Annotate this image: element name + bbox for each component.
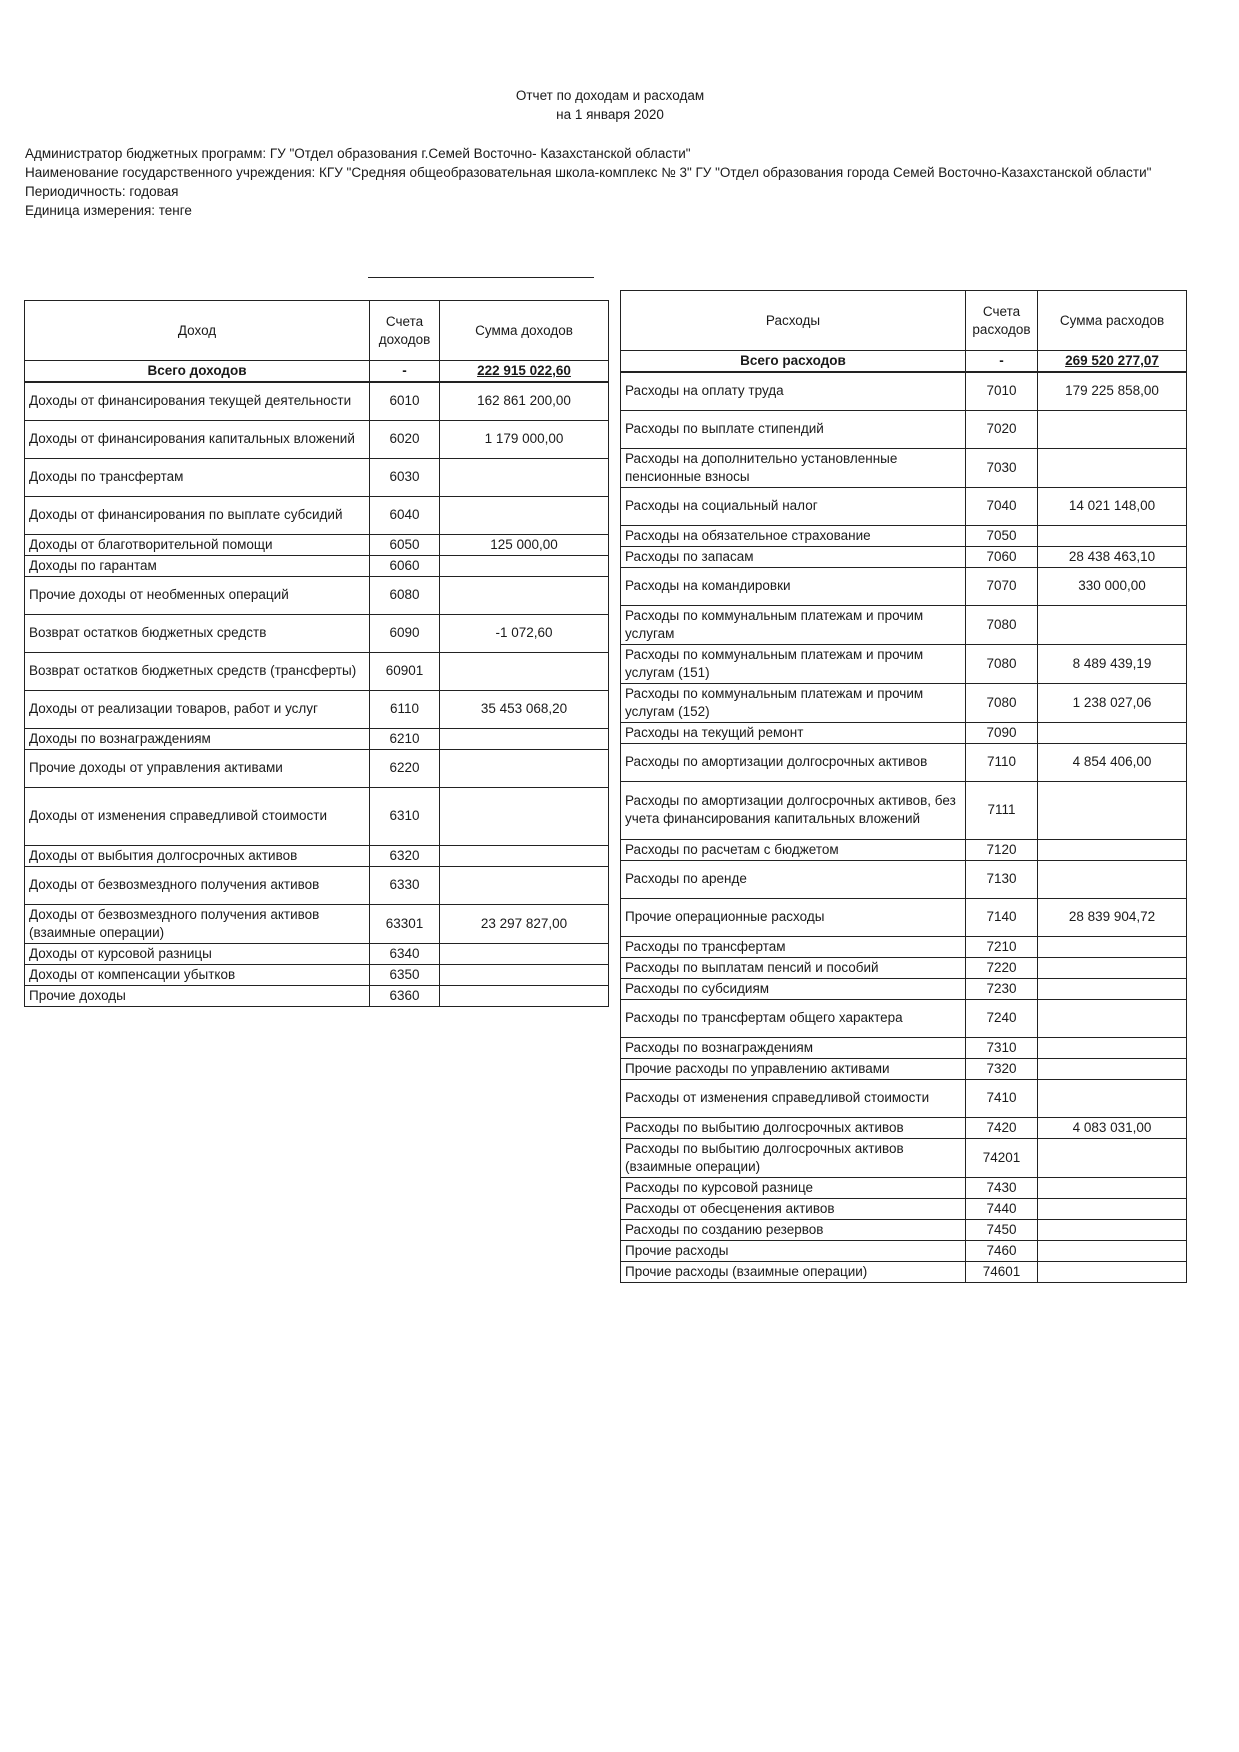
expense-sum-cell: 330 000,00: [1038, 567, 1187, 605]
divider-line: [368, 277, 594, 278]
income-name-cell: Доходы по трансфертам: [25, 458, 370, 496]
expense-code-cell: 7120: [966, 839, 1038, 860]
expense-header-code: Счета расходов: [966, 291, 1038, 351]
expense-name-cell: Прочие расходы: [621, 1240, 966, 1261]
institution-line: Наименование государственного учреждения: КГУ "Средняя общеобразовательная школа-комплекс № 3" ГУ "Отдел образования города Семей Восточно-Казахстанской области": [25, 165, 1152, 180]
expense-code-cell: 7080: [966, 644, 1038, 683]
expense-code-cell: 7090: [966, 722, 1038, 743]
expense-row: [621, 605, 1187, 644]
income-name-cell: Доходы от безвозмездного получения активов: [25, 866, 370, 904]
expense-row: [621, 839, 1187, 860]
income-row: [25, 985, 609, 1006]
expense-sum-cell: [1038, 1079, 1187, 1117]
income-sum-cell: [440, 964, 609, 985]
income-sum-cell: [440, 576, 609, 614]
income-code-cell: 6310: [370, 787, 440, 845]
income-name-cell: Доходы от реализации товаров, работ и услуг: [25, 690, 370, 728]
expense-row: [621, 546, 1187, 567]
expense-row: [621, 567, 1187, 605]
expense-sum-cell: 28 438 463,10: [1038, 546, 1187, 567]
expense-name-cell: Расходы по расчетам с бюджетом: [621, 839, 966, 860]
expense-sum-cell: [1038, 1219, 1187, 1240]
income-row: [25, 690, 609, 728]
expense-row: [621, 1138, 1187, 1177]
expense-table: [620, 290, 1187, 1283]
income-total-sum: 222 915 022,60: [440, 361, 609, 383]
income-code-cell: 6360: [370, 985, 440, 1006]
income-name-cell: Доходы по вознаграждениям: [25, 728, 370, 749]
expense-row: [621, 410, 1187, 448]
income-code-cell: 6050: [370, 534, 440, 555]
expense-sum-cell: 28 839 904,72: [1038, 898, 1187, 936]
income-name-cell: Прочие доходы от необменных операций: [25, 576, 370, 614]
expense-row: [621, 448, 1187, 487]
expense-row: [621, 1177, 1187, 1198]
expense-sum-cell: [1038, 978, 1187, 999]
expense-code-cell: 7040: [966, 487, 1038, 525]
income-sum-cell: [440, 496, 609, 534]
income-code-cell: 6220: [370, 749, 440, 787]
expense-code-cell: 7030: [966, 448, 1038, 487]
unit-line: Единица измерения: тенге: [25, 203, 192, 218]
expense-name-cell: Расходы на текущий ремонт: [621, 722, 966, 743]
income-sum-cell: [440, 555, 609, 576]
expense-name-cell: Расходы по трансфертам общего характера: [621, 999, 966, 1037]
expense-name-cell: Расходы от обесценения активов: [621, 1198, 966, 1219]
income-sum-cell: [440, 985, 609, 1006]
expense-row: [621, 743, 1187, 781]
expense-code-cell: 7430: [966, 1177, 1038, 1198]
income-row: [25, 943, 609, 964]
income-sum-cell: [440, 866, 609, 904]
income-name-cell: Прочие доходы от управления активами: [25, 749, 370, 787]
expense-sum-cell: 4 083 031,00: [1038, 1117, 1187, 1138]
expense-name-cell: Расходы по коммунальным платежам и прочим услугам: [621, 605, 966, 644]
expense-code-cell: 7070: [966, 567, 1038, 605]
income-name-cell: Доходы по гарантам: [25, 555, 370, 576]
expense-name-cell: Расходы на оплату труда: [621, 372, 966, 410]
expense-row: [621, 781, 1187, 839]
expense-row: [621, 372, 1187, 410]
expense-sum-cell: [1038, 999, 1187, 1037]
expense-row: [621, 999, 1187, 1037]
expense-sum-cell: 179 225 858,00: [1038, 372, 1187, 410]
expense-sum-cell: [1038, 839, 1187, 860]
income-row: [25, 576, 609, 614]
expense-code-cell: 7050: [966, 525, 1038, 546]
income-code-cell: 6040: [370, 496, 440, 534]
income-sum-cell: [440, 787, 609, 845]
expense-sum-cell: [1038, 1240, 1187, 1261]
expense-code-cell: 7220: [966, 957, 1038, 978]
expense-header-sum: Сумма расходов: [1038, 291, 1187, 351]
expense-sum-cell: [1038, 1058, 1187, 1079]
expense-code-cell: 7320: [966, 1058, 1038, 1079]
expense-code-cell: 7230: [966, 978, 1038, 999]
expense-sum-cell: [1038, 957, 1187, 978]
expense-sum-cell: [1038, 525, 1187, 546]
income-code-cell: 6020: [370, 420, 440, 458]
expense-name-cell: Расходы по выплате стипендий: [621, 410, 966, 448]
income-name-cell: Доходы от изменения справедливой стоимости: [25, 787, 370, 845]
income-row: [25, 728, 609, 749]
expense-sum-cell: [1038, 1037, 1187, 1058]
expense-name-cell: Расходы по амортизации долгосрочных активов: [621, 743, 966, 781]
expense-row: [621, 487, 1187, 525]
expense-header-name: Расходы: [621, 291, 966, 351]
income-code-cell: 6330: [370, 866, 440, 904]
expense-name-cell: Расходы по выплатам пенсий и пособий: [621, 957, 966, 978]
expense-row: [621, 978, 1187, 999]
income-sum-cell: [440, 728, 609, 749]
expense-sum-cell: 1 238 027,06: [1038, 683, 1187, 722]
expense-sum-cell: [1038, 1138, 1187, 1177]
income-sum-cell: [440, 845, 609, 866]
expense-sum-cell: [1038, 1198, 1187, 1219]
expense-code-cell: 7111: [966, 781, 1038, 839]
income-row: [25, 904, 609, 943]
administrator-line: Администратор бюджетных программ: ГУ "Отдел образования г.Семей Восточно- Казахстанской области": [25, 146, 691, 161]
income-code-cell: 63301: [370, 904, 440, 943]
income-name-cell: Прочие доходы: [25, 985, 370, 1006]
income-row: [25, 845, 609, 866]
income-row: [25, 420, 609, 458]
expense-code-cell: 7020: [966, 410, 1038, 448]
expense-sum-cell: 4 854 406,00: [1038, 743, 1187, 781]
expense-sum-cell: [1038, 722, 1187, 743]
expense-sum-cell: [1038, 1261, 1187, 1282]
income-code-cell: 6210: [370, 728, 440, 749]
income-name-cell: Доходы от финансирования текущей деятельности: [25, 382, 370, 420]
expense-name-cell: Расходы по выбытию долгосрочных активов (взаимные операции): [621, 1138, 966, 1177]
expense-row: [621, 1261, 1187, 1282]
report-date: на 1 января 2020: [556, 107, 664, 122]
expense-name-cell: Прочие расходы (взаимные операции): [621, 1261, 966, 1282]
expense-code-cell: 7410: [966, 1079, 1038, 1117]
expense-row: [621, 525, 1187, 546]
expense-sum-cell: [1038, 781, 1187, 839]
expense-name-cell: Расходы по вознаграждениям: [621, 1037, 966, 1058]
expense-total-label: Всего расходов: [621, 351, 966, 373]
income-row: [25, 964, 609, 985]
income-code-cell: 6060: [370, 555, 440, 576]
income-name-cell: Возврат остатков бюджетных средств: [25, 614, 370, 652]
income-name-cell: Доходы от благотворительной помощи: [25, 534, 370, 555]
expense-row: [621, 683, 1187, 722]
income-sum-cell: [440, 943, 609, 964]
expense-name-cell: Расходы на командировки: [621, 567, 966, 605]
expense-name-cell: Расходы по амортизации долгосрочных активов, без учета финансирования капитальных вложений: [621, 781, 966, 839]
income-row: [25, 555, 609, 576]
expense-name-cell: Расходы на обязательное страхование: [621, 525, 966, 546]
expense-name-cell: Расходы на социальный налог: [621, 487, 966, 525]
expense-row: [621, 957, 1187, 978]
expense-code-cell: 74601: [966, 1261, 1038, 1282]
expense-row: [621, 1240, 1187, 1261]
income-sum-cell: 162 861 200,00: [440, 382, 609, 420]
income-code-cell: 6110: [370, 690, 440, 728]
expense-sum-cell: 8 489 439,19: [1038, 644, 1187, 683]
expense-name-cell: Расходы от изменения справедливой стоимости: [621, 1079, 966, 1117]
income-total-row: [25, 361, 609, 383]
expense-code-cell: 7080: [966, 605, 1038, 644]
income-code-cell: 6090: [370, 614, 440, 652]
income-code-cell: 6340: [370, 943, 440, 964]
income-header-code: Счета доходов: [370, 301, 440, 361]
expense-name-cell: Расходы по коммунальным платежам и прочим услугам (152): [621, 683, 966, 722]
expense-name-cell: Прочие операционные расходы: [621, 898, 966, 936]
expense-total-row: [621, 351, 1187, 373]
expense-code-cell: 7450: [966, 1219, 1038, 1240]
income-row: [25, 534, 609, 555]
expense-sum-cell: [1038, 410, 1187, 448]
expense-code-cell: 7140: [966, 898, 1038, 936]
expense-row: [621, 936, 1187, 957]
income-name-cell: Доходы от финансирования капитальных вложений: [25, 420, 370, 458]
expense-code-cell: 7060: [966, 546, 1038, 567]
expense-row: [621, 898, 1187, 936]
expense-row: [621, 1198, 1187, 1219]
expense-code-cell: 7420: [966, 1117, 1038, 1138]
expense-row: [621, 722, 1187, 743]
income-header-sum: Сумма доходов: [440, 301, 609, 361]
income-name-cell: Доходы от безвозмездного получения активов (взаимные операции): [25, 904, 370, 943]
income-sum-cell: [440, 652, 609, 690]
income-header-name: Доход: [25, 301, 370, 361]
expense-name-cell: Расходы по субсидиям: [621, 978, 966, 999]
expense-code-cell: 7440: [966, 1198, 1038, 1219]
income-code-cell: 6080: [370, 576, 440, 614]
income-total-label: Всего доходов: [25, 361, 370, 383]
expense-code-cell: 7460: [966, 1240, 1038, 1261]
income-code-cell: 6320: [370, 845, 440, 866]
expense-name-cell: Расходы по трансфертам: [621, 936, 966, 957]
expense-name-cell: Расходы по созданию резервов: [621, 1219, 966, 1240]
income-sum-cell: [440, 749, 609, 787]
income-sum-cell: [440, 458, 609, 496]
expense-name-cell: Расходы по выбытию долгосрочных активов: [621, 1117, 966, 1138]
expense-sum-cell: [1038, 1177, 1187, 1198]
expense-code-cell: 7110: [966, 743, 1038, 781]
income-row: [25, 787, 609, 845]
income-row: [25, 866, 609, 904]
income-name-cell: Доходы от компенсации убытков: [25, 964, 370, 985]
expense-row: [621, 1037, 1187, 1058]
income-code-cell: 6010: [370, 382, 440, 420]
expense-sum-cell: [1038, 605, 1187, 644]
income-row: [25, 382, 609, 420]
income-sum-cell: 1 179 000,00: [440, 420, 609, 458]
periodicity-line: Периодичность: годовая: [25, 184, 179, 199]
expense-name-cell: Расходы по коммунальным платежам и прочим услугам (151): [621, 644, 966, 683]
expense-sum-cell: 14 021 148,00: [1038, 487, 1187, 525]
income-row: [25, 458, 609, 496]
expense-row: [621, 1117, 1187, 1138]
expense-code-cell: 7210: [966, 936, 1038, 957]
income-total-code: -: [370, 361, 440, 383]
expense-code-cell: 7240: [966, 999, 1038, 1037]
expense-sum-cell: [1038, 860, 1187, 898]
report-title: Отчет по доходам и расходам: [515, 88, 705, 103]
expense-row: [621, 1079, 1187, 1117]
income-name-cell: Доходы от финансирования по выплате субсидий: [25, 496, 370, 534]
expense-total-code: -: [966, 351, 1038, 373]
expense-row: [621, 1058, 1187, 1079]
income-sum-cell: 35 453 068,20: [440, 690, 609, 728]
expense-name-cell: Расходы по аренде: [621, 860, 966, 898]
report-meta: [25, 144, 1185, 220]
income-name-cell: Доходы от выбытия долгосрочных активов: [25, 845, 370, 866]
income-code-cell: 60901: [370, 652, 440, 690]
expense-row: [621, 860, 1187, 898]
income-name-cell: Доходы от курсовой разницы: [25, 943, 370, 964]
income-sum-cell: 23 297 827,00: [440, 904, 609, 943]
income-name-cell: Возврат остатков бюджетных средств (трансферты): [25, 652, 370, 690]
expense-sum-cell: [1038, 936, 1187, 957]
expense-code-cell: 74201: [966, 1138, 1038, 1177]
expense-name-cell: Расходы по запасам: [621, 546, 966, 567]
report-title-block: [400, 86, 820, 124]
expense-row: [621, 644, 1187, 683]
income-row: [25, 496, 609, 534]
income-row: [25, 652, 609, 690]
expense-code-cell: 7010: [966, 372, 1038, 410]
expense-code-cell: 7310: [966, 1037, 1038, 1058]
expense-name-cell: Прочие расходы по управлению активами: [621, 1058, 966, 1079]
expense-name-cell: Расходы по курсовой разнице: [621, 1177, 966, 1198]
expense-total-sum: 269 520 277,07: [1038, 351, 1187, 373]
income-code-cell: 6030: [370, 458, 440, 496]
income-sum-cell: 125 000,00: [440, 534, 609, 555]
expense-code-cell: 7080: [966, 683, 1038, 722]
income-code-cell: 6350: [370, 964, 440, 985]
expense-name-cell: Расходы на дополнительно установленные пенсионные взносы: [621, 448, 966, 487]
income-table: [24, 300, 609, 1007]
expense-row: [621, 1219, 1187, 1240]
income-row: [25, 749, 609, 787]
income-row: [25, 614, 609, 652]
expense-sum-cell: [1038, 448, 1187, 487]
expense-code-cell: 7130: [966, 860, 1038, 898]
income-sum-cell: -1 072,60: [440, 614, 609, 652]
